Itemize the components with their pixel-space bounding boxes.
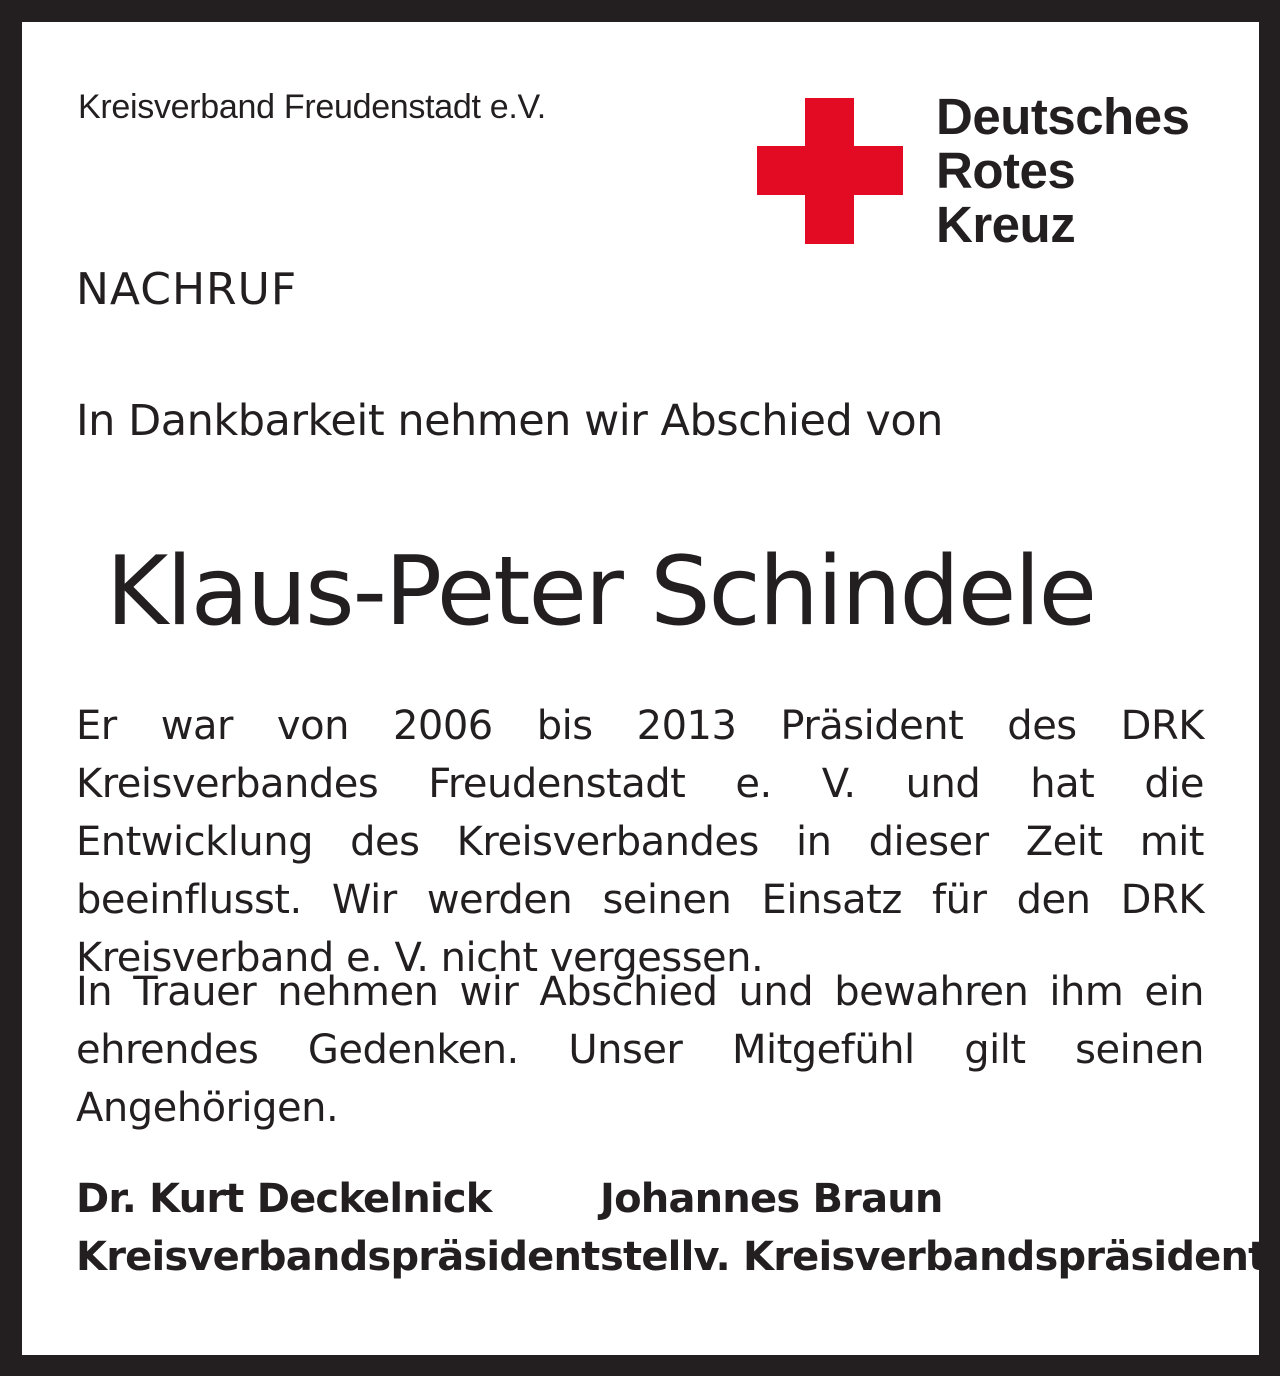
brand-logo-text — [936, 90, 1189, 252]
condolence-paragraph: In Trauer nehmen wir Abschied und bewahren ihm ein ehrendes Gedenken. Unser Mitgefühl gilt seinen Angehörigen. — [76, 969, 1204, 1131]
brand-line: Kreuz — [936, 196, 1076, 253]
notice-heading: NACHRUF — [76, 264, 298, 315]
signatory — [600, 1170, 1267, 1286]
signatory-title: stellv. Kreisverbandspräsident — [600, 1234, 1267, 1280]
obituary-notice — [22, 22, 1267, 1355]
signatory-title: Kreisverbandspräsident — [76, 1234, 600, 1280]
signatory — [76, 1170, 599, 1286]
tribute-paragraph: Er war von 2006 bis 2013 Präsident des DRK Kreisverbandes Freudenstadt e. V. und hat die Entwicklung des Kreisverbandes in dieser Zeit mit beeinflusst. Wir werden seinen Einsatz für den DRK Kreisverband e. V. nicht vergessen. — [76, 703, 1204, 981]
red-cross-icon — [757, 98, 903, 244]
deceased-name: Klaus-Peter Schindele — [106, 537, 1096, 647]
intro-text: In Dankbarkeit nehmen wir Abschied von — [76, 396, 943, 446]
organization-name: Kreisverband Freudenstadt e.V. — [78, 88, 546, 126]
brand-line: Deutsches — [936, 88, 1190, 145]
signatory-name: Dr. Kurt Deckelnick — [76, 1176, 492, 1222]
signatory-name: Johannes Braun — [600, 1176, 943, 1222]
brand-line: Rotes — [936, 142, 1076, 199]
